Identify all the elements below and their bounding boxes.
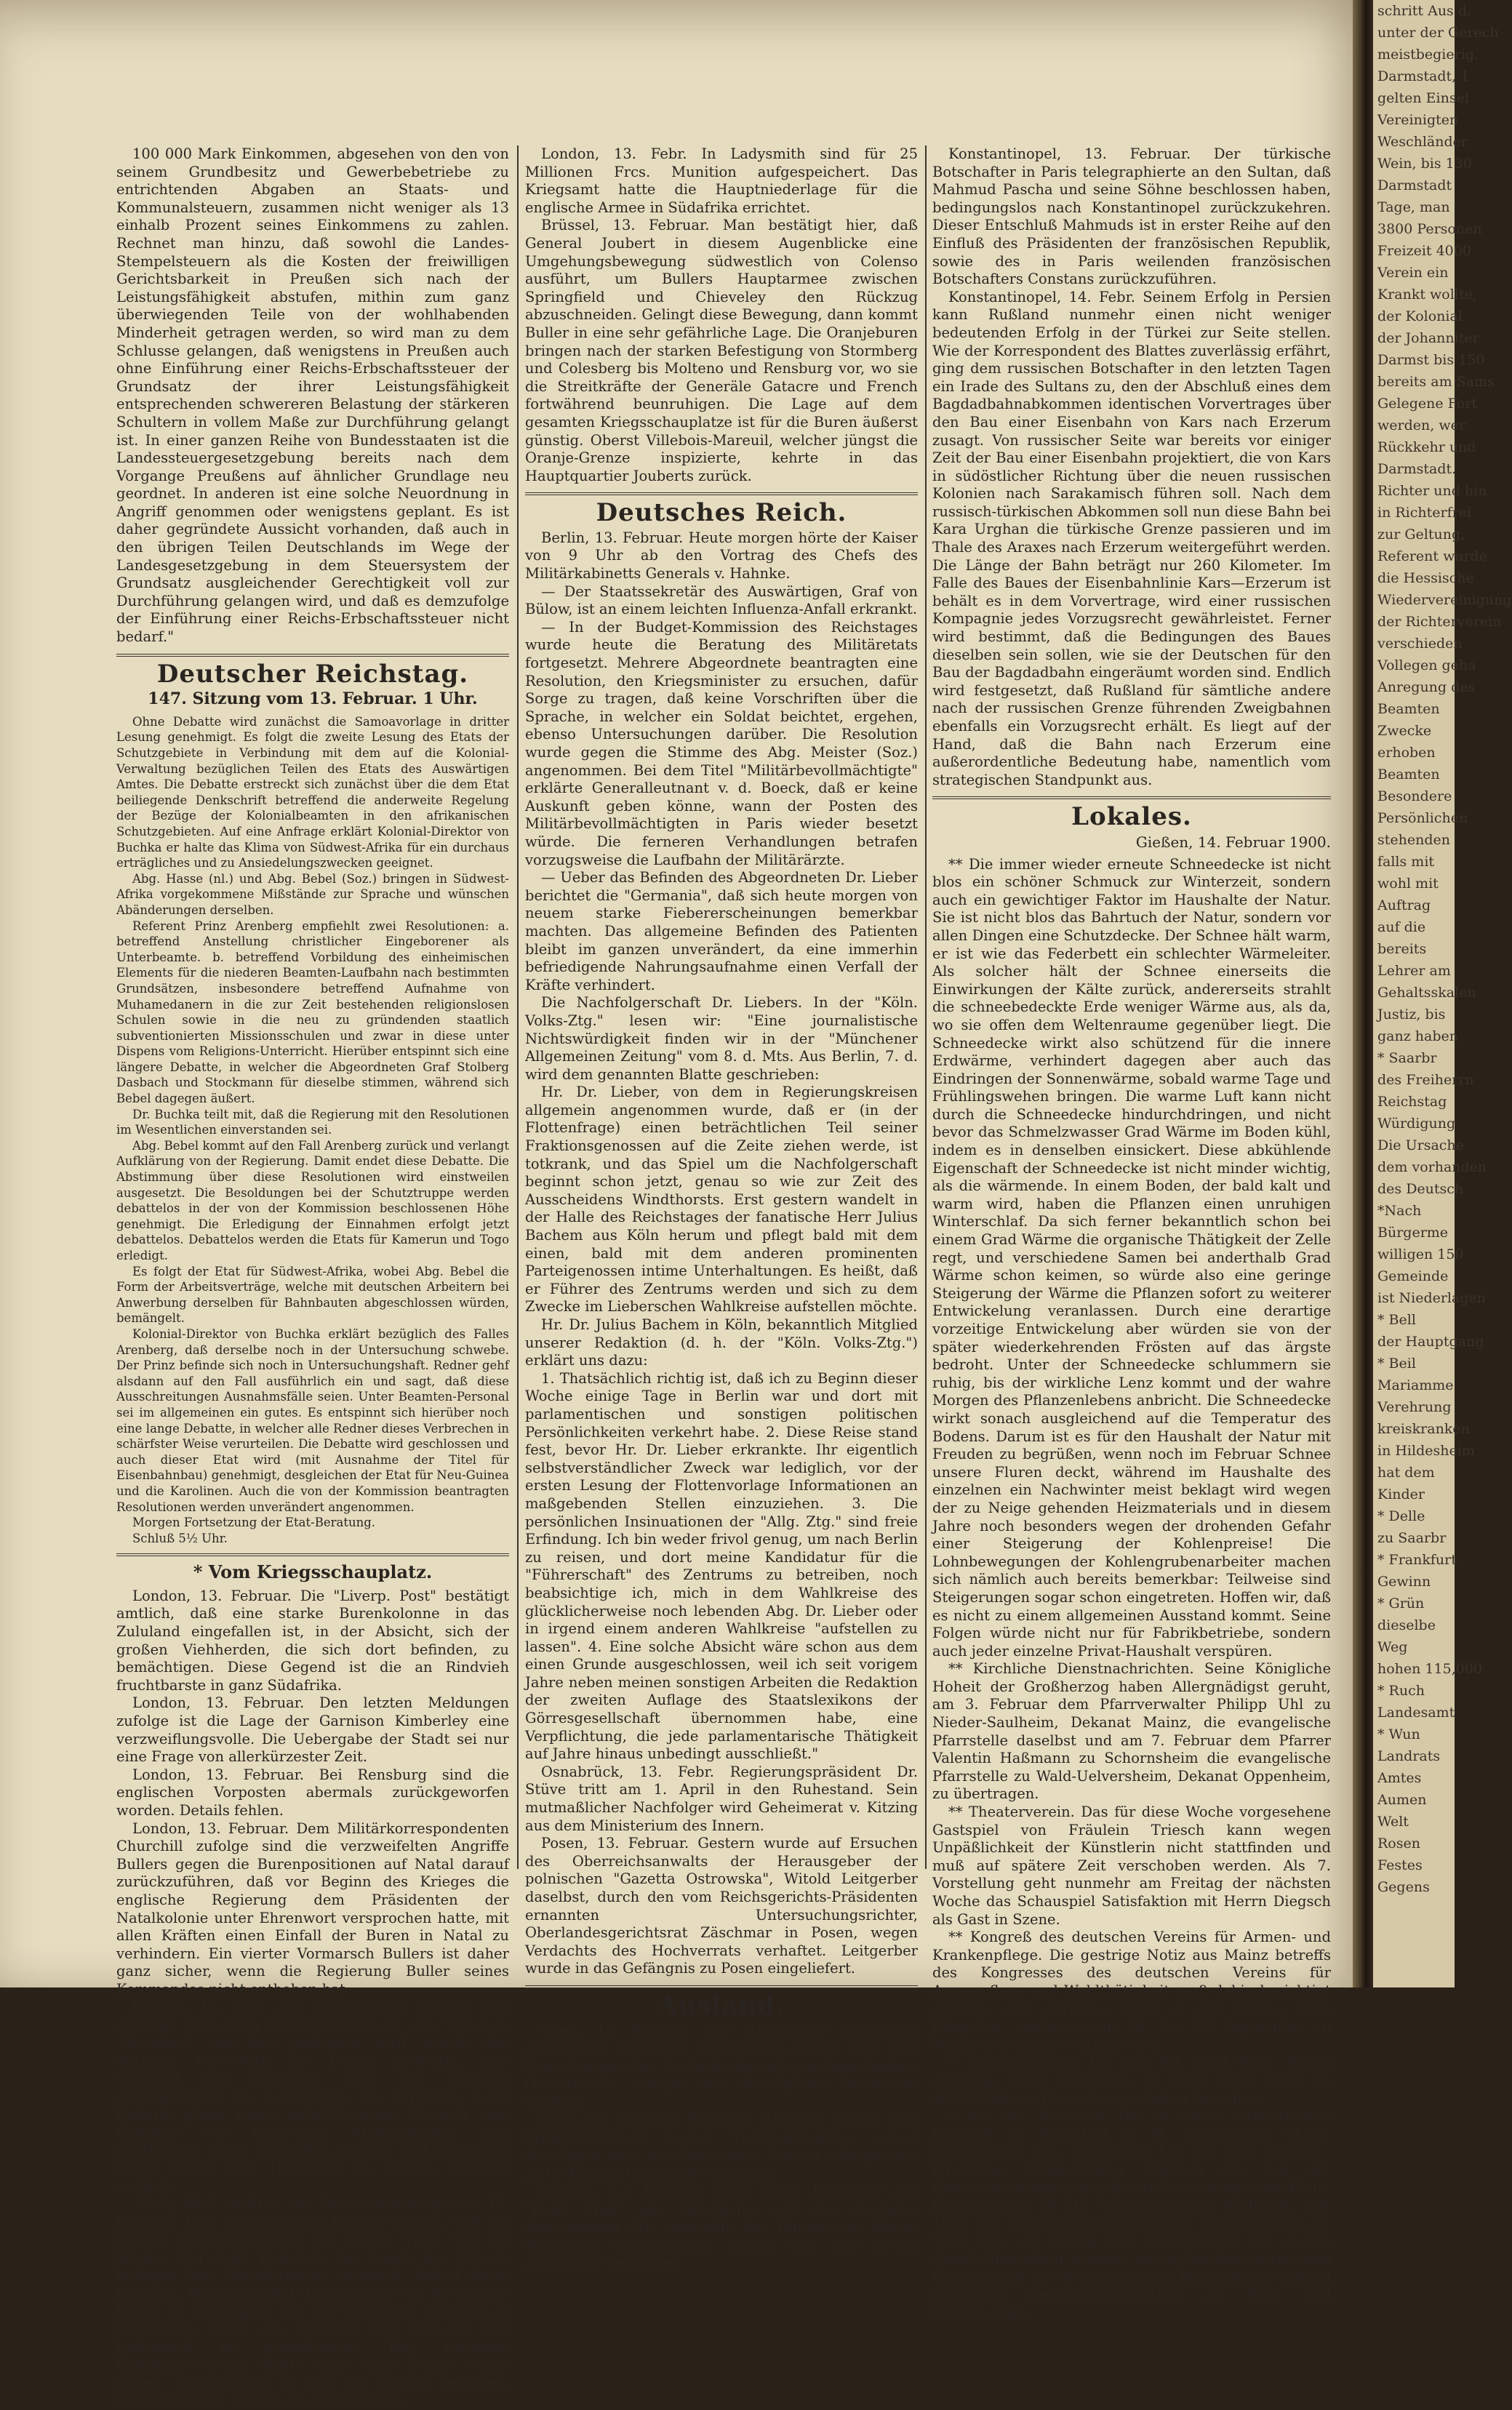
divider	[525, 492, 918, 495]
next-page-line: * Beil	[1377, 1356, 1416, 1372]
paragraph: Die Nachfolgerschaft Dr. Liebers. In der "Köln. Volks-Ztg." lesen wir: "Eine journalistische Nichtswürdigkeit finden wir in der "Münchener Allgemeinen Zeitung" vom 8. d. Mts. Aus Berlin, 7. d. wird dem genannten Blatte geschrieben:	[525, 994, 918, 1083]
article-konstantinopel	[932, 145, 1331, 789]
next-page-line: Anregung des	[1377, 679, 1476, 695]
next-page-line: falls mit	[1377, 854, 1435, 870]
paragraph: — In der Budget-Kommission des Reichstages wurde heute die Beratung des Militäretats fortgesetzt. Mehrere Abgeordnete beantragten eine Resolution, den Kriegsminister zu ersuchen, dafür Sorge zu tragen, daß keine Vorschriften über die Sprache, in welcher ein Soldat beichtet, ergehen, ebenso Untersuchungen darüber. Die Resolution wurde gegen die Stimme des Abg. Meister (Soz.) angenommen. Bei dem Titel "Militärbevollmächtigte" erklärte Generalleutnant v. d. Boeck, daß er keine Auskunft geben könne, wann der Posten des Militärbevollmächtigten in Paris wieder besetzt würde. Die ferneren Verhandlungen betrafen vorzugsweise die Laufbahn der Militärärzte.	[525, 618, 918, 868]
reichstag-session: 147. Sitzung vom 13. Februar. 1 Uhr.	[148, 689, 478, 709]
next-page-line: des Freiherrn	[1377, 1072, 1474, 1088]
paragraph: London, 13. Februar. Den letzten Meldungen zufolge ist die Lage der Garnison Kimberley eine verzweiflungsvolle. Die Uebergabe der Stadt sei nur eine Frage von allerkürzester Zeit.	[116, 1694, 509, 1766]
divider	[116, 654, 509, 657]
paragraph: Prag, 13. Februar. Professor Masaryk wurde vom Strafgerichtshof wegen Veröffentlichung seiner Broschüre über den bekannten Polnaer Mordprozeß zu 60 Kronen Geldstrafe verurteilt.	[525, 2111, 918, 2182]
next-page-line: ist Niederlagen	[1377, 1290, 1486, 1306]
column-1	[116, 145, 509, 2410]
next-page-line: Persönlichen	[1377, 810, 1468, 826]
next-page-line: Verehrung	[1377, 1399, 1452, 1415]
next-page-line: Besondere	[1377, 788, 1452, 804]
paragraph: Wien, 13. Februar. Die italienische Regierung errichtet in Innsbruck ein Konsulat und in Riva eine Konsulatexpositur. Es dürfte dies als ein Zugeständnis Oesterreichs infolge der Riva-Affaire betrachtet werden.	[525, 2022, 918, 2110]
next-page-line: Welt	[1377, 1814, 1409, 1830]
next-page-line: der Richterverein	[1377, 614, 1502, 630]
next-page-line: 3800 Personen	[1377, 221, 1482, 237]
next-page-line: Die Ursache	[1377, 1137, 1464, 1153]
next-page-line: hohen 115,000	[1377, 1661, 1483, 1677]
next-page-line: Festes	[1377, 1857, 1423, 1873]
next-page-line: bereits am Sams	[1377, 374, 1495, 390]
next-page-line: ganz haben	[1377, 1028, 1458, 1044]
next-page-line: Darmstadt	[1377, 177, 1452, 193]
column-3	[932, 145, 1331, 2322]
next-page-line: Gegens	[1377, 1879, 1430, 1895]
next-page-line: *Nach	[1377, 1203, 1422, 1219]
deutsches-reich-heading: Deutsches Reich.	[596, 498, 847, 528]
next-page-line: dieselbe	[1377, 1617, 1436, 1633]
book-gutter	[1353, 0, 1375, 1987]
next-page-line: unter der Gerech	[1377, 25, 1499, 41]
next-page-line: kreiskranken	[1377, 1421, 1470, 1437]
next-page-line: * Wun	[1377, 1726, 1420, 1742]
next-page-line: Würdigung	[1377, 1116, 1456, 1132]
paragraph: — Der Staatssekretär des Auswärtigen, Graf von Bülow, ist an einem leichten Influenza-Anfall erkrankt.	[525, 583, 918, 618]
next-page-line: willigen 150	[1377, 1246, 1464, 1262]
divider	[525, 1985, 918, 1988]
next-page-line: Verein ein	[1377, 265, 1449, 281]
paragraph: — Ueber das Befinden des Abgeordneten Dr. Lieber berichtet die "Germania", daß sich heute morgen von neuem starke Fiebererscheinungen bemerkbar machten. Das allgemeine Befinden des Patienten bleibt im ganzen unverändert, da eine immerhin befriedigende Nahrungsaufnahme einen Verfall der Kräfte verhindert.	[525, 869, 918, 993]
kriegsschauplatz-heading: * Vom Kriegsschauplatz.	[193, 1561, 433, 1583]
paragraph: Ohne Debatte wird zunächst die Samoavorlage in dritter Lesung genehmigt. Es folgt die zweite Lesung des Etats der Schutzgebiete in Verbindung mit dem auf die Kolonial-Verwaltung bezüglichen Teilen des Etats des Auswärtigen Amtes. Die Debatte erstreckt sich zunächst über die dem Etat beiliegende Denkschrift betreffend die anderweite Regelung der Bezüge der Kolonialbeamten in den afrikanischen Schutzgebieten. Auf eine Anfrage erklärt Kolonial-Direktor von Buchka er halte das Klima von Südwest-Afrika für ein durchaus erträgliches und zu Ansiedelungszwecken geeignet.	[116, 714, 509, 870]
next-page-line: Weg	[1377, 1639, 1408, 1655]
reichstag-heading: Deutscher Reichstag.	[156, 659, 469, 689]
lokales-heading: Lokales.	[1071, 802, 1192, 832]
paragraph: ** Kirchliche Dienstnachrichten. Seine Königliche Hoheit der Großherzog haben Allergnädigst geruht, am 3. Februar dem Pfarrverwalter Philipp Uhl zu Nieder-Saulheim, Dekanat Mainz, die evangelische Pfarrstelle daselbst und am 7. Februar dem Pfarrer Valentin Haßmann zu Schornsheim die evangelische Pfarrstelle zu Wald-Uelversheim, Dekanat Oppenheim, zu übertragen.	[932, 1660, 1331, 1803]
next-page-line: Auftrag	[1377, 897, 1431, 913]
next-page-line: * Delle	[1377, 1508, 1425, 1524]
next-page-line: dem vorhanden	[1377, 1159, 1487, 1175]
next-page-line: Beamten	[1377, 766, 1440, 782]
paragraph: ** Theaterverein. Das für diese Woche vorgesehene Gastspiel von Fräulein Triesch kann wegen Unpäßlichkeit der Künstlerin nicht stattfinden und muß auf spätere Zeit verschoben werden. Als 7. Vorstellung geht nunmehr am Freitag der nächsten Woche das Schauspiel Satisfaktion mit Herrn Diegsch als Gast in Szene.	[932, 1804, 1331, 1928]
next-page-line: * Saarbr	[1377, 1050, 1437, 1066]
next-page-line: verschieden	[1377, 636, 1463, 652]
paragraph: "Daily Mail" erfährt aus Pietermaritzburg vom 12. Februar: Eine Drahtung von Eshowe meldet, daß ein großes Burenkommando mit einem Train von 80 Wagen und neun Kanonen das Lager bei Nqueta bezogen hat. Gerüchtweise verlautet, daß Eshowe belagert. Wahrscheinlich beabsichtige es, die Zulusi-Hügel zu besitzigen, um die britischen Truppen zu verhindern durch das Zululand zum Entsatze von Ladysmith zu marschieren. Der nächsten Entsatzbewegung dürfte eine neue Pause voran gehen. In Ladysmith ist man mit Fleisch versehen, täglich würden 30 Ochsen geschlachtet.	[116, 2195, 509, 2409]
divider	[932, 796, 1331, 799]
paragraph: Posen, 13. Februar. Gestern wurde auf Ersuchen des Oberreichsanwalts der Herausgeber der polnischen "Gazetta Ostrowska", Witold Leitgerber daselbst, durch den vom Reichsgerichts-Präsidenten ernannten Untersuchungsrichter, Oberlandesgerichtsrat Zäschmar in Posen, wegen Verdachts des Hochverrats verhaftet. Leitgerber wurde in das Gefängnis zu Posen eingeliefert.	[525, 1835, 918, 1977]
next-page-line: Beamten	[1377, 701, 1440, 717]
next-page-line: Tage, man	[1377, 199, 1450, 215]
next-page-line: der Kolonial	[1377, 308, 1463, 324]
paragraph: Abg. Hasse (nl.) und Abg. Bebel (Soz.) bringen in Südwest-Afrika vorgekommene Mißstände zur Sprache und wünschen Abänderungen derselben.	[116, 871, 509, 917]
paragraph: Osnabrück, 13. Febr. Regierungspräsident Dr. Stüve tritt am 1. April in den Ruhestand. Sein mutmaßlicher Nachfolger wird Geheimerat v. Kitzing aus dem Ministerium des Innern.	[525, 1763, 918, 1834]
paragraph: Konstantinopel, 13. Februar. Der türkische Botschafter in Paris telegraphierte an den Sultan, daß Mahmud Pascha und seine Söhne beschlossen haben, bedingungslos nach Konstantinopel zurückzukehren. Dieser Entschluß Mahmuds ist in erster Reihe auf den Einfluß des Präsidenten der französischen Republik, sowie des in Paris weilenden französischen Botschafters Constans zurückzuführen.	[932, 145, 1331, 288]
next-page-line: Landesamt	[1377, 1705, 1455, 1721]
article-reichstag	[116, 714, 509, 1546]
next-page-line: Freizeit 4000	[1377, 243, 1471, 259]
ausland-heading: Ausland.	[658, 1990, 785, 2020]
divider	[116, 1553, 509, 1556]
column-rule	[517, 145, 519, 1869]
paragraph: London, 13. Februar. Bei Rensburg sind die englischen Vorposten abermals zurückgeworfen worden. Details fehlen.	[116, 1766, 509, 1819]
next-page-line: Richter und hin	[1377, 483, 1487, 499]
paragraph: * Aus der Wetterau. Der in einem israelitischen Hospital zu Frankfurt a. M. verstorbene Moses Goldschmidt aus Assenheim hat für eine evangel.-kirchliche Veranstaltung, nämlich die von der Gemeinde Assenheim geplante Errichtung einer Klein-Kinderschule, 50 Mk. testamentarisch bestimmt. Seit 1895 hat die Gemeinde zu diesem Zweck bereits ca. 5000 Mk. als Ertrag von Sammlungen für diesen Zweck übergeben worden, und außerdem wurde vom Gemeinderat durch einstimmigen Beschluß ein günstig gelegenes Gemeindegrundstück als Bau- und Spielplatz ge-	[932, 2107, 1331, 2321]
next-page-line: Zwecke	[1377, 723, 1432, 739]
next-page-line: auf die	[1377, 919, 1426, 935]
paragraph: ** Besitzwechsel. Die den Ed. Lind Wwe. Erben gehörige Haus Mäusburg 13 ging durch Kauf zu 49,000 Mk. an Herrn Gustav Walter hier über.	[932, 2054, 1331, 2107]
next-page-line: die Hessische	[1377, 570, 1474, 586]
next-page-line: Gehaltsskalen	[1377, 985, 1476, 1001]
next-page-line: Rosen	[1377, 1835, 1420, 1851]
paragraph: Dr. Buchka teilt mit, daß die Regierung mit den Resolutionen im Wesentlichen einverstanden sei.	[116, 1107, 509, 1137]
next-page-line: meistbegierig.	[1377, 47, 1479, 63]
column-2	[525, 145, 918, 2273]
paragraph: ** Kongreß des deutschen Vereins für Armen- und Krankenpflege. Die gestrige Notiz aus Mainz betreffs des Kongresses des deutschen Vereins für Armenpflege und Wohlthätigkeit muß dahin berichtigt werden, daß derselbe nicht in der Woche nach Pfingsten, sondern vom 20. bis 22. September in Mainz abgehalten werden wird.	[932, 1929, 1331, 2053]
next-page-line: Weschländer	[1377, 134, 1468, 150]
article-kriegsschauplatz-cont	[525, 145, 918, 485]
next-page-line: Gemeinde	[1377, 1268, 1449, 1284]
paragraph: London, 13. Febr. Am Modderflusse scheint eine wichtige Bewegung in Vorbereitung zu sein. Wie dem "Standard" von dort gedrahtet wird, wurde den dortigen Vertretern der Presse bedeutet, sich während der nächsten Tage der größten Zurückhaltung zu befleißigen. Es verlautet, Lord Roberts plane einen entschlossenen Versuch zum Entsatze von Kimberley. Magersfontein und Spytfontein sollen vermieden und die dort stehenden Buren durch zwei Divisionen in Schach gehalten werden.	[116, 1998, 509, 2195]
next-page-fragment	[1373, 0, 1512, 1987]
next-page-line: werden, wer	[1377, 417, 1465, 433]
next-page-line: stehenden	[1377, 832, 1450, 848]
next-page-line: Vollegen geha	[1377, 657, 1476, 673]
next-page-line: zur Geltung,	[1377, 527, 1465, 543]
next-page-line: der Hauptgang	[1377, 1334, 1484, 1350]
next-page-line: Darmstadt, 1	[1377, 68, 1470, 84]
next-page-line: Wein, bis 130	[1377, 156, 1472, 172]
next-page-line: * Ruch	[1377, 1683, 1425, 1699]
paragraph: Kolonial-Direktor von Buchka erklärt bezüglich des Falles Arenberg, daß derselbe noch in der Untersuchung schwebe. Der Prinz befinde sich noch in Untersuchungshaft. Redner gehf alsdann auf den Fall ausführlich ein und sagt, daß diese Ausschreitungen Ausnahmsfälle seien. Unter Beamten-Personal sei im allgemeinen ein gutes. Es entspinnt sich hierüber noch eine lange Debatte, in welcher alle Redner dieses Verbrechen in schärfster Weise verurteilen. Die Debatte wird geschlossen und auch dieser Etat wird (mit Ausnahme der Titel für Eisenbahnbau) genehmigt, desgleichen der Etat für Neu-Guinea und die Karolinen. Auch die von der Kommission beantragten Resolutionen werden unverändert angenommen.	[116, 1326, 509, 1514]
next-page-line: in Richterfrei	[1377, 505, 1472, 521]
paragraph: Morgen Fortsetzung der Etat-Beratung.	[132, 1516, 376, 1530]
next-page-line: Bürgerme	[1377, 1225, 1449, 1241]
next-page-line: Landrats	[1377, 1748, 1441, 1764]
next-page-line: Justiz, bis	[1377, 1006, 1446, 1022]
next-page-line: Mariamme	[1377, 1377, 1454, 1393]
column-rule	[925, 145, 927, 1869]
paragraph: 100 000 Mark Einkommen, abgesehen von den von seinem Grundbesitz und Gewerbebetriebe zu entrichtenden Abgaben an Staats- und Kommunalsteuern, zusammen nicht weniger als 13 einhalb Prozent seines Einkommens zu zahlen. Rechnet man hinzu, daß sowohl die Landes-Stempelsteuern als die Kosten der freiwilligen Gerichtsbarkeit in Preußen sich nach der Leistungsfähigkeit abstufen, mithin zum ganz überwiegenden Teile von der wohlhabenden Minderheit getragen werden, so wird man zu dem Schlusse gelangen, daß wenigstens in Preußen auch ohne Einführung einer Reichs-Erbschaftssteuer der Grundsatz der ihrer Leistungsfähigkeit entsprechenden schwereren Belastung der stärkeren Schultern in vollem Maße zur Durchführung gelangt ist. In einer ganzen Reihe von Bundesstaaten ist die Landessteuergesetzgebung bereits nach dem Vorgange Preußens auf ähnlicher Grundlage neu geordnet. In anderen ist eine solche Neuordnung in Angriff genommen oder wenigstens geplant. Es ist daher gegründete Aussicht vorhanden, daß auch in den übrigen Teilen Deutschlands im Wege der Landesgesetzgebung in dem Steuersystem der Grundsatz ausgleichender Gerechtigkeit voll zur Durchführung gelangen wird, und daß es demzufolge der Einführung einer Reichs-Erbschaftssteuer nicht bedarf."	[116, 145, 509, 646]
article-kriegsschauplatz	[116, 1588, 509, 2410]
next-page-line: Lehrer am	[1377, 963, 1451, 979]
paragraph: ** Die immer wieder erneute Schneedecke ist nicht blos ein schöner Schmuck zur Winterzeit, sondern auch ein gewichtiger Faktor im Haushalte der Natur. Sie ist nicht blos das Bahrtuch der Natur, sondern vor allen Dingen eine Schutzdecke. Der Schnee hält warm, er ist wie das Federbett ein schlechter Wärmeleiter. Als solcher hält der Schnee einerseits die Einwirkungen der Kälte zurück, andererseits strahlt die schneebedeckte Erde weniger Wärme aus, als da, wo sie offen dem Weltenraume gegenüber liegt. Die Schneedecke wirkt also schützend für die innere Erdwärme, verhindert dagegen aber auch das Eindringen der Sonnenwärme, sobald warme Tage und Frühlingswehen bringen. Die warme Luft kann nicht durch die Schneedecke hindurchdringen, und nicht bevor das Schmelzwasser Grad Wärme im Boden kühl, indem es in denselben einsickert. Diese abkühlende Eigenschaft der Schneedecke ist nicht minder wichtig, als die wärmende. In einem Boden, der bald kalt und warm wird, haben die Pflanzen einen unruhigen Winterschlaf. Da sich ferner bekanntlich schon bei einem Grad Wärme die organische Thätigkeit der Zelle regt, und verschiedene Samen bei anderthalb Grad Wärme schon keimen, so würde also eine geringe Steigerung der Wärme die Pflanzen sofort zu weiterer Entwickelung veranlassen. Durch eine derartige vorzeitige Entwickelung aber würden sie von der später wiederkehrenden Frösten auf das ärgste bedroht. Unter der Schneedecke schlummern sie ruhig, bis der wirkliche Lenz kommt und der wahre Morgen des Pflanzenlebens anbricht. Die Schneedecke wirkt sonach ausgleichend auf die Temperatur des Bodens. Darum ist es für den Haushalt der Natur mit Freuden zu begrüßen, wenn noch im Februar Schnee unsere Fluren deckt, während im Haushalte des einzelnen ein Nachwinter meist beklagt wird wegen der zu Neige gehenden Heizmaterials und in diesem Jahre noch besonders wegen der drohenden Gefahr einer Steigerung der Kohlenpreise! Die Lohnbewegungen der Kohlengrubenarbeiter machen sich nämlich auch bereits bemerkbar: Teilweise sind Steigerungen sogar schon eingetreten. Hoffen wir, daß es nicht zu einem allgemeinen Ausstand kommt. Seine Folgen würde nicht nur für Fabrikbetriebe, sondern auch jeder einzelne Privat-Haushalt verspüren.	[932, 855, 1331, 1660]
next-page-line: Reichstag	[1377, 1094, 1447, 1110]
article-steuer-intro	[116, 145, 509, 646]
next-page-line: gelten Einsel	[1377, 90, 1469, 106]
article-deutsches-reich	[525, 529, 918, 1978]
paragraph: London, 13. Febr. In Ladysmith sind für 25 Millionen Frcs. Munition aufgespeichert. Das Kriegsamt hatte die Hauptniederlage für die englische Armee in Südafrika errichtet.	[525, 145, 918, 216]
next-page-line: des Deutsch	[1377, 1181, 1464, 1197]
next-page-line: Gewinn	[1377, 1574, 1431, 1590]
paragraph: 1. Thatsächlich richtig ist, daß ich zu Beginn dieser Woche einige Tage in Berlin war und dort mit parlamentischen und sonstigen politischen Persönlichkeiten verkehrt habe. 2. Diese Reise stand fest, bevor Hr. Dr. Lieber erkrankte. Ihr eigentlich selbstverständlicher Zweck war lediglich, vor der ersten Lesung der Flottenvorlage Informationen an maßgebenden Stellen einzuziehen. 3. Die persönlichen Insinuationen der "Allg. Ztg." sind freie Erfindung. Ich bin weder frivol genug, um nach Berlin zu reisen, und dort meine Kandidatur für die "Führerschaft" des Zentrums zu betreiben, noch beabsichtige ich, mich in dem Wahlkreise des glücklicherweise noch lebenden Abg. Dr. Lieber oder in irgend einem anderen Wahlkreise "aufstellen zu lassen". 4. Eine solche Absicht wäre schon aus dem einen Grunde ausgeschlossen, weil ich seit vorigem Jahre neben meinen sonstigen Arbeiten die Redaktion der zweiten Auflage des Staatslexikons der Görresgesellschaft übernommen habe, eine Verpflichtung, die jede parlamentarische Thätigkeit auf Jahre hinaus unbedingt ausschließt."	[525, 1369, 918, 1763]
next-page-line: * Bell	[1377, 1312, 1416, 1328]
next-page-line: schritt Aus d.	[1377, 3, 1472, 19]
paragraph: Hr. Dr. Julius Bachem in Köln, bekanntlich Mitglied unserer Redaktion (d. h. der "Köln. Volks-Ztg.") erklärt uns dazu:	[525, 1316, 918, 1369]
paragraph: London, 13. Februar. Nach einer Depesche der "Daily Mail" aus Hongkong soll das deutsche Kanonenboot Iltis innerhalb des Hafens von Macao Peilungen vorgenommen haben, was eine große Aufregung hervorrief.	[525, 2182, 918, 2272]
lokales-dateline: Gießen, 14. Februar 1900.	[1135, 833, 1331, 851]
next-page-line: bereits	[1377, 941, 1427, 957]
next-page-line: in Hildesheim	[1377, 1443, 1475, 1459]
next-page-line: Vereinigten	[1377, 112, 1459, 128]
next-page-line: der Johanniter	[1377, 330, 1479, 346]
paragraph: Konstantinopel, 14. Febr. Seinem Erfolg in Persien kann Rußland nunmehr einen nicht weniger bedeutenden Erfolg in der Türkei zur Seite stellen. Wie der Korrespondent des Blattes zuverlässig erfährt, ging dem russischen Botschafter in den letzten Tagen ein Irade des Sultans zu, den der Abschluß eines dem Bagdadbahnabkommen identischen Vorvertrages über den Bau einer Eisenbahn von Kars nach Erzerum zusagt. Von russischer Seite war bereits vor einiger Zeit der Bau einer Eisenbahn projektiert, die von Kars in südöstlicher Richtung über die neuen russischen Kolonien nach Sarakamisch führen soll. Nach dem russisch-türkischen Abkommen soll nun diese Bahn bei Kara Urghan die türkische Grenze passieren und im Thale des Araxes nach Erzerum weitergeführt werden. Die Länge der Bahn beträgt nur 260 Kilometer. Im Falle des Baues der Eisenbahnlinie Kars—Erzerum ist behält es in dem Vorvertrage, wird einer russischen Kompagnie jedes Vorzugsrecht gewährleistet. Ferner wird bestimmt, daß die Bedingungen des Baues dieselben sein sollen, wie sie der Deutschen für den Bau der Bagdadbahn eingeräumt worden sind. Endlich wird festgesetzt, daß Rußland für sämtliche andere nach der russischen Grenze führenden Zweigbahnen ebenfalls ein Vorzugsrecht erhält. Es liegt auf der Hand, daß die Bahn nach Erzerum eine außerordentliche Bedeutung habe, namentlich vom strategischen Standpunkt aus.	[932, 288, 1331, 788]
paragraph: Brüssel, 13. Februar. Man bestätigt hier, daß General Joubert in diesem Augenblicke eine Umgehungsbewegung südwestlich von Colenso ausführt, um Bullers Hauptarmee zwischen Springfield und Chieveley den Rückzug abzuschneiden. Gelingt diese Bewegung, dann kommt Buller in eine sehr gefährliche Lage. Die Oranjeburen bringen nach der starken Befestigung von Stormberg und Colesberg bis Molteno und Rensburg vor, wo sie die Streitkräfte der Generäle Gatacre und French fortwährend beunruhigen. Die Lage auf dem gesamten Kriegsschauplatze ist für die Buren äußerst günstig. Oberst Villebois-Mareuil, welcher jüngst die Oranje-Grenze inspizierte, kehrte in das Hauptquartier Jouberts zurück.	[525, 217, 918, 484]
paragraph: Abg. Bebel kommt auf den Fall Arenberg zurück und verlangt Aufklärung von der Regierung. Damit endet diese Debatte. Die Abstimmung über diese Resolutionen wird einstweilen ausgesetzt. Die Besoldungen bei der Schutztruppe werden debattelos in der von der Kommission beschlossenen Höhe genehmigt. Die Erledigung der Einnahmen erfolgt jetzt debattelos. Debattelos werden die Etats für Kamerun und Togo erledigt.	[116, 1138, 509, 1262]
next-page-line: Referent wurde	[1377, 548, 1488, 564]
next-page-line: Amtes	[1377, 1770, 1422, 1786]
next-page-line: erhoben	[1377, 745, 1436, 761]
next-page-line: Darmst bis 150	[1377, 352, 1485, 368]
paragraph: Referent Prinz Arenberg empfiehlt zwei Resolutionen: a. betreffend Anstellung christlicher Eingeborener als Unterbeamte. b. betreffend Vorbildung des einheimischen Elements für die niederen Beamten-Laufbahn nach bestimmten Grundsätzen, insbesondere betreffend Aufnahme von Muhamedanern in die zur Zeit bestehenden religionslosen Schulen sowie in die neu zu gründenden staatlich subventionierten Missionsschulen und zwar in diese unter Dispens vom Religions-Unterricht. Hierüber entspinnt sich eine längere Debatte, in welcher die Abgeordneten Graf Stolberg Dasbach und Stockmann für dieselbe stimmen, während sich Bebel dagegen äußert.	[116, 918, 509, 1106]
paragraph: Berlin, 13. Februar. Heute morgen hörte der Kaiser von 9 Uhr ab den Vortrag des Chefs des Militärkabinetts Generals v. Hahnke.	[525, 529, 918, 583]
next-page-line: Krankt wollte,	[1377, 287, 1477, 303]
next-page-line: zu Saarbr	[1377, 1530, 1447, 1546]
article-ausland	[525, 2022, 918, 2273]
paragraph: London, 13. Februar. Die "Liverp. Post" bestätigt amtlich, daß eine starke Burenkolonne in das Zululand eingefallen ist, in der Absicht, sich der großen Viehherden, die sich dort befinden, zu bemächtigen. Diese Gegend ist die an Rindvieh fruchtbarste in ganz Südafrika.	[116, 1587, 509, 1694]
next-page-line: Kinder	[1377, 1486, 1425, 1502]
next-page-line: * Frankfurt	[1377, 1552, 1457, 1568]
article-lokales	[932, 856, 1331, 2323]
next-page-line: Aumen	[1377, 1792, 1427, 1808]
next-page-line: hat dem	[1377, 1465, 1435, 1481]
paragraph: Schluß 5½ Uhr.	[132, 1531, 228, 1545]
paragraph: Es folgt der Etat für Südwest-Afrika, wobei Abg. Bebel die Form der Arbeitsverträge, welche mit deutschen Arbeitern bei Anwerbung derselben für Bahnbauten abgeschlossen würden, bemängelt.	[116, 1264, 509, 1326]
next-page-line: Rückkehr und	[1377, 439, 1476, 455]
next-page-line: Darmstadt.	[1377, 461, 1457, 477]
next-page-line: Gelegene Fort	[1377, 396, 1477, 412]
paragraph: London, 13. Februar. Dem Militärkorrespondenten Churchill zufolge sind die verzweifelten Angriffe Bullers gegen die Burenpositionen auf Natal darauf zurückzuführen, daß vor Beginn des Krieges die englische Regierung dem Präsidenten der Natalkolonie unter Ehrenwort versprochen hatte, mit allen Kräften einen Einfall der Buren in Natal zu verhindern. Ein vierter Vormarsch Bullers ist daher ganz sicher, wenn die Regierung Buller seines Kommandos nicht enthoben hat.	[116, 1819, 509, 1998]
paragraph: Hr. Dr. Lieber, von dem in Regierungskreisen allgemein angenommen wurde, daß er (in der Flottenfrage) einen beträchtlichen Teil seiner Fraktionsgenossen auf die Zeite ziehen werde, ist totkrank, und das Spiel um die Nachfolgerschaft beginnt schon jetzt, genau so wie zur Zeit des Ausscheidens Windthorsts. Erst gestern wandelt in der Halle des Reichstages der fanatische Herr Julius Bachem aus Köln herum und pflegt bald mit dem einen, bald mit dem anderen prominenten Parteigenossen intime Unterhaltungen. Es heißt, daß er Führer des Zentrums werden und sich zu dem Zwecke im Lieberschen Wahlkreise aufstellen möchte.	[525, 1084, 918, 1316]
next-page-line: wohl mit	[1377, 876, 1439, 892]
next-page-line: Wiedervereinigung	[1377, 592, 1512, 608]
next-page-line: * Grün	[1377, 1596, 1425, 1612]
